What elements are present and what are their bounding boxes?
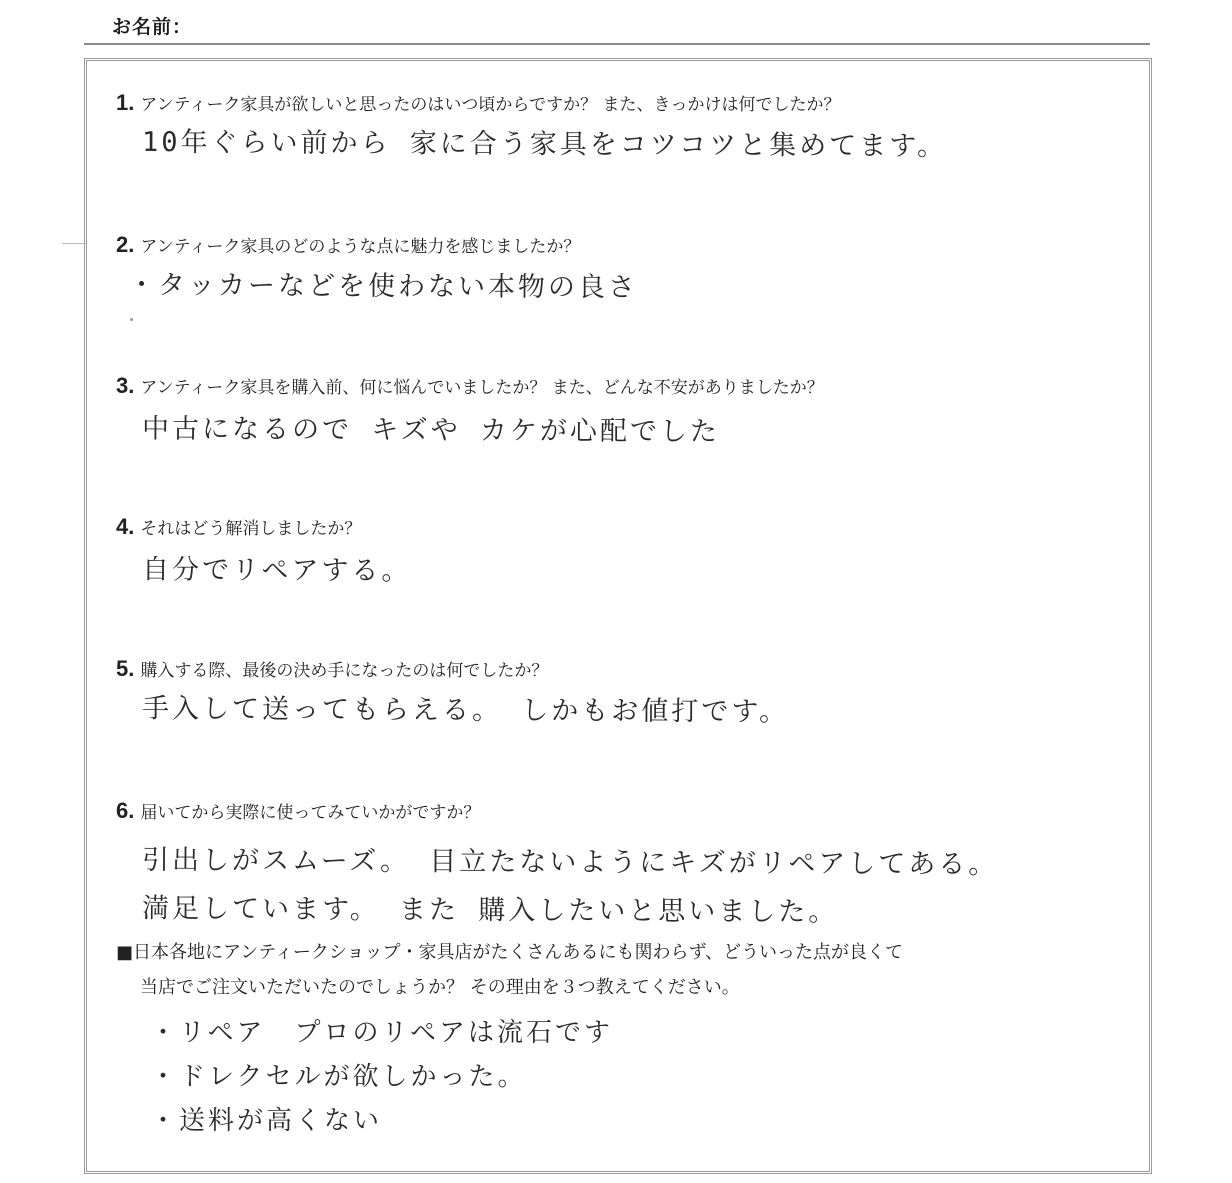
question-number: 5. [116,656,135,681]
name-underline [84,43,1150,45]
answer-3: 中古になるので キズや カケが心配でした [141,413,721,448]
question-number: 1. [116,90,135,115]
question-4 [116,514,361,540]
answer-5: 手入して送ってもらえる。 しかもお値打です。 [141,693,790,728]
answer-6-line-1: 引出しがスムーズ。 目立たないようにキズがリペアしてある。 [141,844,999,881]
reason-answer-1: ・リペア プロのリペアは流石です [150,1018,613,1048]
survey-frame [84,58,1152,1174]
reason-answer-3: ・送料が高くない [150,1106,383,1136]
reason-question-line-2: 当店でご注文いただいたのでしょうか？ その理由を３つ教えてください。 [140,977,740,998]
question-text: それはどう解消しましたか？ [140,519,362,539]
stray-dot [130,318,133,321]
question-text: 届いてから実際に使ってみていかがですか？ [140,803,481,823]
name-label: お名前： [112,16,193,38]
question-6 [116,798,480,824]
margin-tick-mark [62,243,86,244]
question-text: アンティーク家具が欲しいと思ったのはいつ頃からですか？ また、きっかけは何でしたか？ [140,95,841,115]
question-text: アンティーク家具のどのような点に魅力を感じましたか？ [140,237,581,257]
question-number: 6. [116,798,135,823]
question-2 [116,232,580,258]
question-3 [116,373,824,399]
question-text: 購入する際、最後の決め手になったのは何でしたか？ [140,661,549,681]
reason-question-line-1: ■日本各地にアンティークショップ・家具店がたくさんあるにも関わらず、どういった点が良くて [116,942,904,963]
question-number: 2. [116,232,135,257]
reason-answer-2: ・ドレクセルが欲しかった。 [150,1062,527,1092]
question-number: 4. [116,514,135,539]
answer-1: 10年ぐらい前から 家に合う家具をコツコツと集めてます。 [141,126,948,163]
answer-2: ・タッカーなどを使わない本物の良さ [127,269,639,304]
question-number: 3. [116,373,135,398]
answer-4: 自分でリペアする。 [141,554,412,587]
question-text: アンティーク家具を購入前、何に悩んでいましたか？ また、どんな不安がありましたか？ [140,378,824,398]
question-5 [116,656,548,682]
answer-6-line-2: 満足しています。 また 購入したいと思いました。 [141,893,839,928]
question-1 [116,90,841,116]
